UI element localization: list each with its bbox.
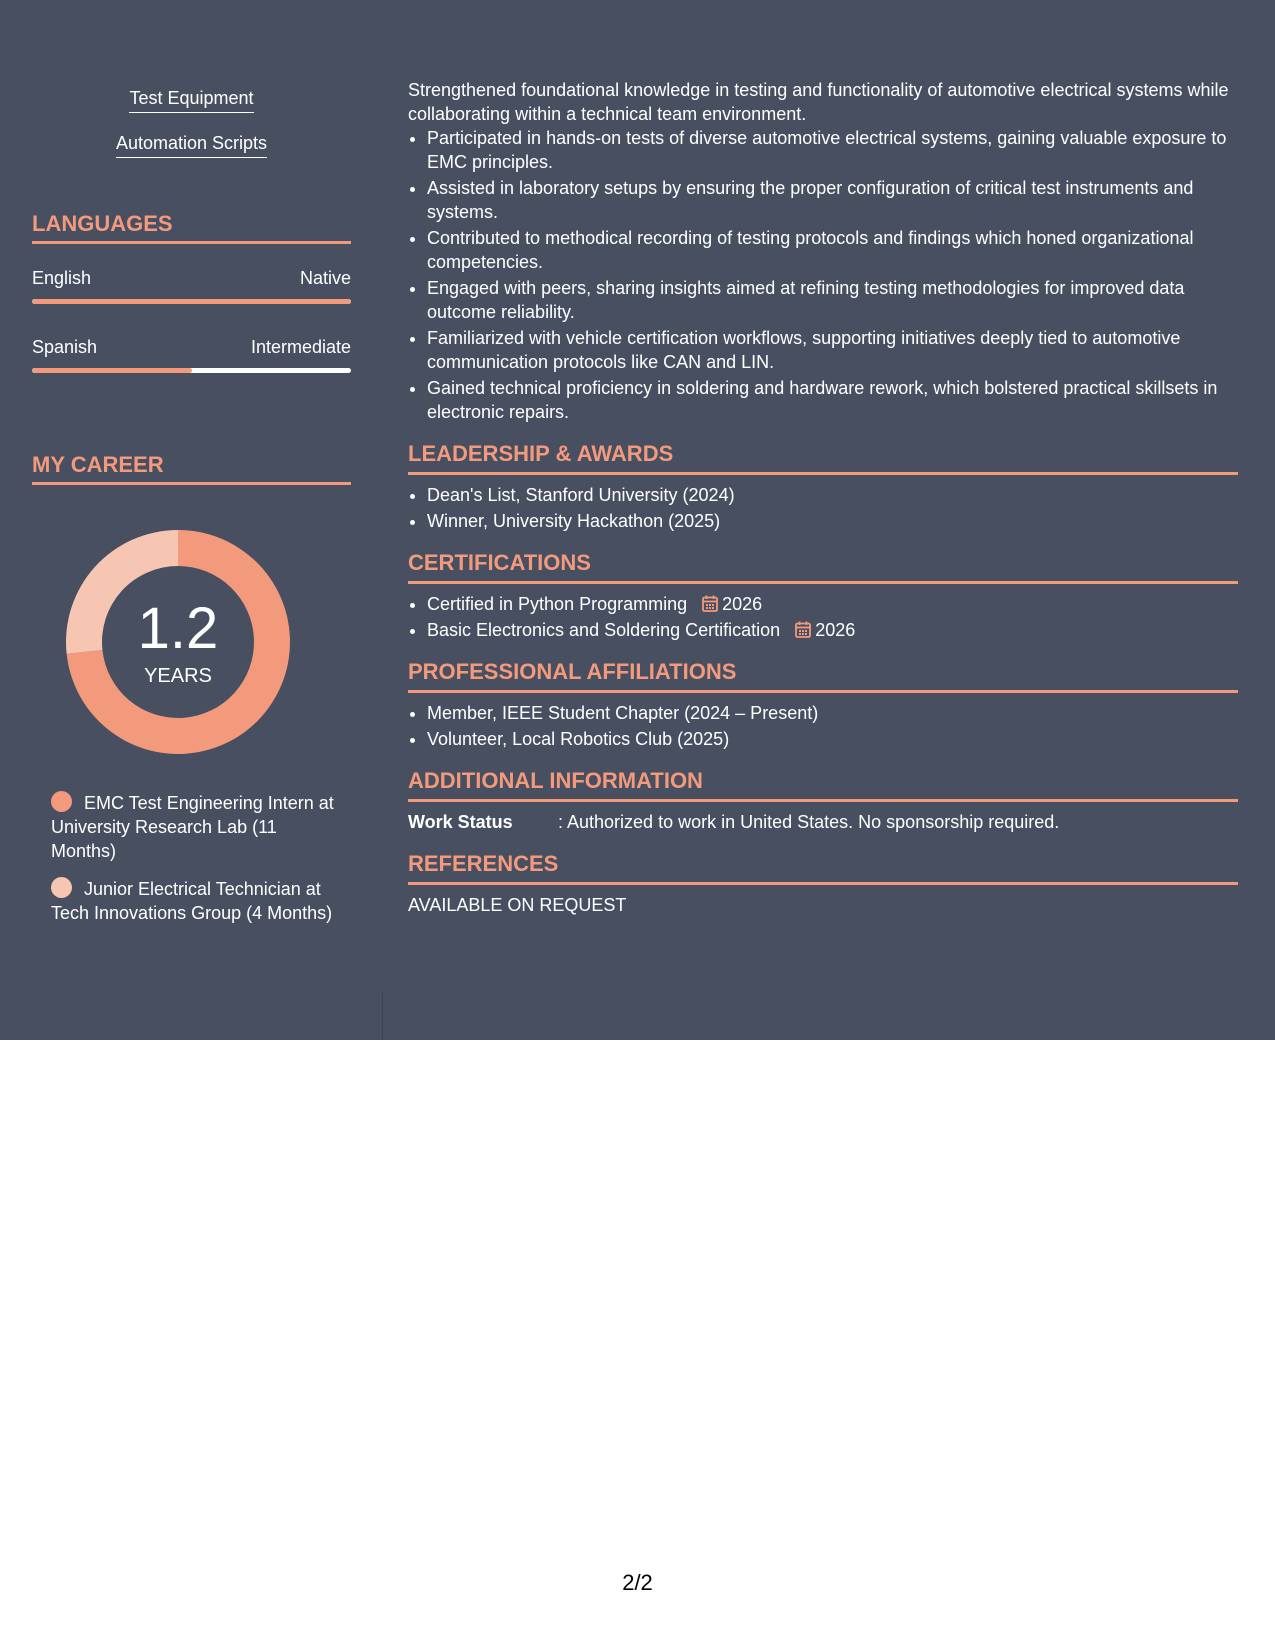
experience-bullet: • Familiarized with vehicle certification workflows, supporting initiatives deeply tied to automotive communication protocols like CAN and LIN. [427, 326, 1238, 374]
experience-bullet: • Assisted in laboratory setups by ensuring the proper configuration of critical test instruments and systems. [427, 176, 1238, 224]
affiliations-list [408, 701, 1238, 751]
affiliations-heading: PROFESSIONAL AFFILIATIONS [408, 658, 1238, 693]
references-heading: REFERENCES [408, 850, 1238, 885]
calendar-icon [795, 621, 811, 638]
language-level: Native [299, 268, 351, 288]
certifications-list [408, 592, 1238, 642]
career-legend-label: Junior Electrical Technician at Tech Innovations Group (4 Months) [51, 879, 333, 923]
proficiency-fill [32, 299, 351, 304]
leadership-item: • Dean's List, Stanford University (2024) [427, 483, 1238, 507]
work-status-key: Work Status [408, 812, 513, 832]
experience-bullet: • Gained technical proficiency in soldering and hardware rework, which bolstered practical skillsets in electronic repairs. [427, 376, 1238, 424]
experience-summary: Strengthened foundational knowledge in testing and functionality of automotive electrical systems while collaborating within a technical team environment. [408, 80, 1229, 124]
leadership-item: • Winner, University Hackathon (2025) [427, 509, 1238, 533]
experience-bullet: • Contributed to methodical recording of testing protocols and findings which honed organizational competencies. [427, 226, 1238, 274]
certification-name: Basic Electronics and Soldering Certification [427, 620, 781, 640]
work-status-row [408, 810, 1238, 834]
career-legend-label: EMC Test Engineering Intern at University Research Lab (11 Months) [51, 793, 334, 861]
language-proficiency-bar [32, 368, 351, 373]
experience-bullet: • Participated in hands-on tests of diverse automotive electrical systems, gaining valuable exposure to EMC principles. [427, 126, 1238, 174]
career-total-years: 1.2 [137, 596, 219, 661]
calendar-icon [702, 595, 718, 612]
leadership-list [408, 483, 1238, 533]
experience-bullets [408, 126, 1238, 424]
language-name: English [32, 268, 92, 288]
right-column [408, 78, 1238, 917]
certification-name: Certified in Python Programming [427, 594, 688, 614]
language-proficiency-bar [32, 299, 351, 304]
certification-year: 2026 [722, 594, 763, 614]
skill-label: Test Equipment [129, 88, 253, 113]
legend-dot [51, 791, 72, 812]
career-legend-item [51, 791, 336, 863]
language-level: Intermediate [250, 337, 351, 357]
page-number: 2/2 [622, 1570, 653, 1595]
career-years-label: YEARS [144, 665, 212, 687]
column-divider [382, 990, 383, 1040]
proficiency-fill [32, 368, 192, 373]
career-heading: MY CAREER [32, 452, 351, 485]
affiliation-item: • Member, IEEE Student Chapter (2024 – Present) [427, 701, 1238, 725]
skill-label: Automation Scripts [116, 133, 267, 158]
leadership-heading: LEADERSHIP & AWARDS [408, 440, 1238, 475]
career-legend-item [51, 877, 336, 925]
additional-info-heading: ADDITIONAL INFORMATION [408, 767, 1238, 802]
certifications-heading: CERTIFICATIONS [408, 549, 1238, 584]
certification-year: 2026 [815, 620, 856, 640]
references-text: AVAILABLE ON REQUEST [408, 895, 627, 915]
certification-item [427, 618, 1238, 642]
certification-item [427, 592, 1238, 616]
affiliation-item: • Volunteer, Local Robotics Club (2025) [427, 727, 1238, 751]
legend-dot [51, 877, 72, 898]
work-status-value: : Authorized to work in United States. No sponsorship required. [558, 812, 1060, 832]
experience-bullet: • Engaged with peers, sharing insights aimed at refining testing methodologies for improved data outcome reliability. [427, 276, 1238, 324]
languages-heading: LANGUAGES [32, 211, 351, 244]
skill-tag[interactable] [32, 133, 351, 158]
skill-tag[interactable] [32, 88, 351, 113]
language-name: Spanish [32, 337, 98, 357]
